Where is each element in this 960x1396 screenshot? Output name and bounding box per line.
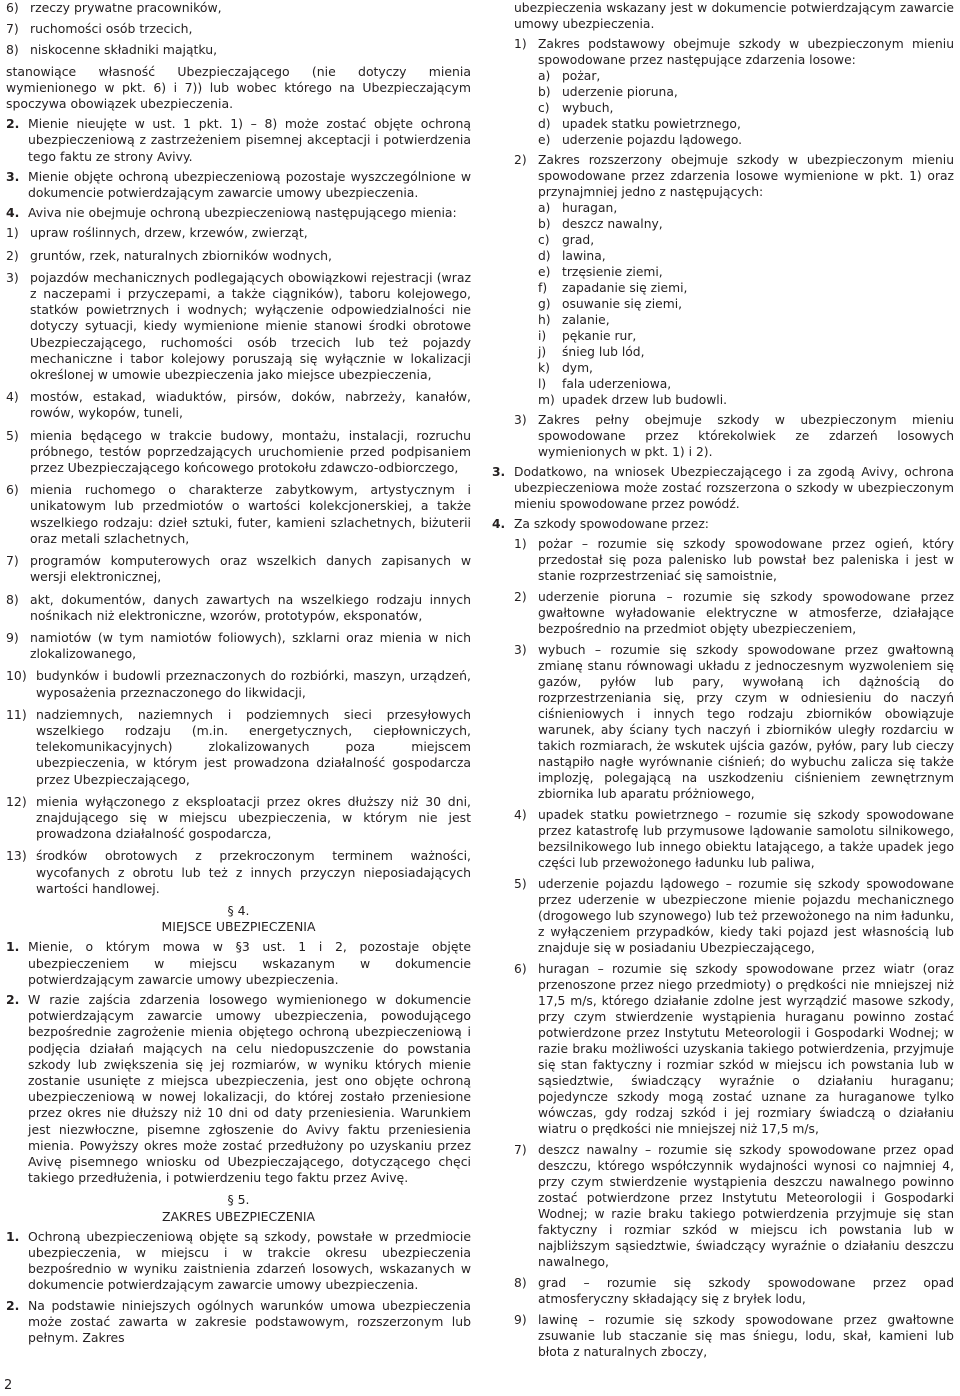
list-item: 7) programów komputerowych oraz wszelkich danych zapisanych w wersji elektronicznej, [6, 553, 471, 585]
left-column [6, 0, 471, 1346]
section-5-title: ZAKRES UBEZPIECZENIA [161, 1208, 316, 1224]
list-item: c) grad, [538, 233, 595, 247]
list-item: d) upadek statku powietrznego, [538, 117, 741, 131]
scope-item-full: 3) Zakres pełny obejmuje szkody w ubezpieczonym mieniu spowodowane przez którekolwiek ze zdarzeń losowych wymienionych w pkt. 1) i 2). [514, 413, 954, 459]
s5-point-3: 3. Dodatkowo, na wniosek Ubezpieczającego i za zgodą Avivy, ochrona ubezpieczeniowa może zostać rozszerzona o szkody w ubezpieczonym mieniu spowodowane przez powódź. [492, 465, 954, 511]
list-item: 8) akt, dokumentów, danych zawartych na wszelkiego rodzaju innych nośnikach niż elektroniczne, wzorów, prototypów, eksponatów, [6, 591, 471, 623]
section-5-number: § 5. [227, 1192, 250, 1208]
excluded-list [6, 225, 471, 897]
list-item: e) trzęsienie ziemi, [538, 265, 663, 279]
list-item: 3) pojazdów mechanicznych podlegających obowiązkowi rejestracji (wraz z naczepami i przyczepami, a także ciągników), taboru kolejowego, statków powietrznych i wodnych; wyłączenie odpowiedzialności nie dotyczy sytuacji, kiedy wymienione mienie stanowi środki obrotowe Ubezpieczającego, ruchomości osób trzecich lub też pojazdy mechaniczne i tabor kolejowy poruszają się wyłącznie w lokalizacji określonej w umowie ubezpieczenia jako miejsce ubezpieczenia, [6, 269, 471, 383]
list-item: 13) środków obrotowych z przekroczonym terminem ważności, wycofanych z obrotu lub też z innych przyczyn nieposiadających wartości handlowej. [6, 848, 471, 896]
s3-point-4: 4. Aviva nie obejmuje ochroną ubezpieczeniową następującego mienia: [6, 205, 457, 221]
list-item: 1) pożar – rozumie się szkody spowodowane przez ogień, który przedostał się poza palenisko lub powstał bez paleniska i jest w stanie rozprzestrzeniać się samoistnie, [514, 537, 954, 583]
right-column [492, 0, 954, 1360]
list-item: 4) mostów, estakad, wiaduktów, pirsów, doków, nabrzeży, kanałów, rowów, wykopów, tuneli, [6, 389, 471, 421]
list-item: 1) upraw roślinnych, drzew, krzewów, zwierząt, [6, 225, 308, 241]
list-item: 5) uderzenie pojazdu lądowego – rozumie się szkody spowodowane przez uderzenie w ubezpieczone mienie pojazdu mechanicznego (drogowego lub szynowego) lub też przewożonego na nim ładunku, z wyłączeniem przypadków, kiedy taki pojazd jest własnością lub znajduje się w posiadaniu Ubezpieczającego, [514, 877, 954, 955]
list-item: d) lawina, [538, 249, 606, 263]
section-4-number: § 4. [227, 902, 250, 918]
list-item: e) uderzenie pojazdu lądowego. [538, 133, 743, 147]
list-item: 9) namiotów (w tym namiotów foliowych), szklarni oraz mienia w nich zlokalizowanego, [6, 629, 471, 662]
list-item: k) dym, [538, 361, 593, 375]
list-item: b) deszcz nawalny, [538, 217, 663, 231]
list-item: 7) ruchomości osób trzecich, [6, 21, 193, 37]
section-5-heading [6, 1192, 471, 1224]
list-item: 8) grad – rozumie się szkody spowodowane przez opad atmosferyczny składający się z bryłek lodu, [514, 1276, 954, 1306]
list-item: 7) deszcz nawalny – rozumie się szkody spowodowane przez opad deszczu, którego współczynnik wydajności wynosi co najmniej 4, przy czym stwierdzenie wystąpienia deszczu nawalnego powinno zostać potwierdzone przez Instytutu Meteorologii i Gospodarki Wodnej; w razie braku takiego potwierdzenia przyjmuje się stan faktyczny i rozmiar szkód w miejscu ich powstania lub w najbliższym sąsiedztwie, świadczący wyraźnie o działaniu deszczu nawalnego, [514, 1143, 954, 1269]
list-item: m) upadek drzew lub budowli. [538, 393, 728, 407]
basic-events-list [538, 68, 954, 148]
extended-events-list [538, 200, 954, 408]
list-item: 4) upadek statku powietrznego – rozumie się szkody spowodowane przez katastrofę lub przymusowe lądowanie samolotu silnikowego, bezsilnikowego lub innego obiektu latającego, a także upadek jego części lub przewożonego ładunku lub paliwa, [514, 808, 954, 870]
list-item: 6) mienia ruchomego o charakterze zabytkowym, artystycznym i unikatowym lub przedmiotów o wartości kolekcjonerskiej, a także wszelkiego rodzaju: dzieł sztuki, futer, kamieni szlachetnych, biżuterii oraz metali szlachetnych, [6, 482, 471, 546]
list-item: 6) rzeczy prywatne pracowników, [6, 0, 222, 15]
left-top-list [6, 0, 471, 59]
scope-item-extended: 2) Zakres rozszerzony obejmuje szkody w ubezpieczonym mieniu spowodowane przez zdarzenia losowe wymienione w pkt. 1) oraz przynajmniej jedno z następujących: a) huragan, b) deszcz nawalny, c) grad, d) lawina, e) trzęsienie ziemi, f) zapadanie się ziemi, g) osuwanie się ziemi, h) zalanie, i) pękanie rur, j) śnieg lub lód, k) dym, l) fala uderzeniowa, m) upadek drzew lub budowli. [514, 153, 954, 407]
list-item: f) zapadanie się ziemi, [538, 281, 688, 295]
s5-point-2-continuation: ubezpieczenia wskazany jest w dokumencie potwierdzającym zawarcie umowy ubezpieczenia. [514, 1, 954, 31]
scope-item-basic: 1) Zakres podstawowy obejmuje szkody w ubezpieczonym mieniu spowodowane przez następujące zdarzenia losowe: a) pożar, b) uderzenie pioruna, c) wybuch, d) upadek statku powietrznego, e) uderzenie pojazdu lądowego. [514, 37, 954, 147]
list-item: l) fala uderzeniowa, [538, 377, 672, 391]
list-item: i) pękanie rur, [538, 329, 637, 343]
list-item: 3) wybuch – rozumie się szkody spowodowane przez gwałtowną zmianę stanu równowagi układu z jednoczesnym wyzwoleniem się gazów, pyłów lub pary, wywołaną ich dążnością do rozprzestrzeniania się, przy czym w odniesieniu do naczyń ciśnieniowych i innych tego rodzaju zbiorników obowiązuje warunek, aby ściany tych naczyń i zbiorników uległy rozdarciu w takich rozmiarach, że wskutek ujścia gazów, pyłów, pary lub cieczy nastąpiło nagłe wyrównanie ciśnień; do wybuchu zalicza się także implozję, polegającą na uszkodzeniu ciśnieniem zewnętrznym zbiornika lub aparatu próżniowego, [514, 643, 954, 801]
list-item: 12) mienia wyłączonego z eksploatacji przez okres dłuższy niż 30 dni, znajdującego się w miejscu ubezpieczenia, w którym nie jest prowadzona działalność gospodarcza, [6, 793, 471, 842]
list-item: 10) budynków i budowli przeznaczonych do rozbiórki, maszyn, urządzeń, wyposażenia przeznaczonego do likwidacji, [6, 668, 471, 700]
definitions-list [492, 536, 954, 1360]
list-item: a) huragan, [538, 201, 618, 215]
list-item: 2) uderzenie pioruna – rozumie się szkody spowodowane przez gwałtowne wyładowanie elektryczne w atmosferze, działające bezpośrednio na przedmiot objęty ubezpieczeniem, [514, 590, 954, 636]
list-item: a) pożar, [538, 69, 601, 83]
page-number: 2 [4, 1378, 13, 1393]
section-4-title: MIEJSCE UBEZPIECZENIA [161, 919, 316, 935]
section-4-heading [6, 903, 471, 935]
list-item: h) zalanie, [538, 313, 610, 327]
list-item: b) uderzenie pioruna, [538, 85, 678, 99]
intro-continuation: stanowiące własność Ubezpieczającego (nie dotyczy mienia wymienionego w pkt. 6) i 7)) lub wobec którego na Ubezpieczającym spoczywa obowiązek ubezpieczenia. [6, 63, 471, 112]
list-item: g) osuwanie się ziemi, [538, 297, 683, 311]
list-item: 11) nadziemnych, naziemnych i podziemnych sieci przesyłowych wszelkiego rodzaju (m.in. energetycznych, ciepłowniczych, telekomunikacyjnych) zlokalizowanych poza miejscem ubezpieczenia, w którym jest prowadzona działalność gospodarcza przez Ubezpieczającego, [6, 706, 471, 787]
s5-point-4: 4. Za szkody spowodowane przez: [492, 517, 709, 531]
s5-point-1: 1. Ochroną ubezpieczeniową objęte są szkody, powstałe w przedmiocie ubezpieczenia, w miejscu i w trakcie okresu ubezpieczenia bezpośrednio w wyniku zaistnienia zdarzeń losowych, wskazanych w dokumencie potwierdzającym zawarcie umowy ubezpieczenia. [6, 1228, 471, 1293]
s5-point-2: 2. Na podstawie niniejszych ogólnych warunków umowa ubezpieczenia może zostać zawarta w zakresie podstawowym, rozszerzonym lub pełnym. Zakres [6, 1297, 471, 1346]
s4-point-2: 2. W razie zajścia zdarzenia losowego wymienionego w dokumencie potwierdzającym zawarcie umowy ubezpieczenia, powodującego bezpośrednie zagrożenie mienia objętego ochroną ubezpieczeniową i podjęcia działań mających na celu niedopuszczenie do powstania szkody lub zwiększenia się jej rozmiarów, w wyniku których mienie zostanie usunięte z miejsca ubezpieczenia, jest ono objęte ochroną ubezpieczeniową w nowej lokalizacji, do której zostało przeniesione przez okres nie dłuższy niż 10 dni od daty przeniesienia. Warunkiem jest niezwłoczne, pisemne zgłoszenie do Avivy faktu przeniesienia mienia. Powyższy okres może zostać przedłużony po uzyskaniu przez Avivę pisemnego wniosku od Ubezpieczającego, dotyczącego chęci takiego przedłużenia, i potwierdzeniu tego faktu przez Avivę. [6, 991, 471, 1186]
s3-point-2: 2. Mienie nieujęte w ust. 1 pkt. 1) – 8) może zostać objęte ochroną ubezpieczeniową z zastrzeżeniem pisemnej akceptacji i potwierdzenia tego faktu ze strony Avivy. [6, 116, 471, 164]
s3-point-3: 3. Mienie objęte ochroną ubezpieczeniową pozostaje wyszczególnione w dokumencie potwierdzającym zawarcie umowy ubezpieczenia. [6, 168, 471, 201]
scope-list [492, 36, 954, 460]
list-item: 9) lawinę – rozumie się szkody spowodowane przez gwałtowne zsuwanie lub staczanie się mas śniegu, lodu, skał, kamieni lub błota z naturalnych zboczy, [514, 1313, 954, 1359]
list-item: 5) mienia będącego w trakcie budowy, montażu, instalacji, rozruchu próbnego, testów poprzedzających uruchomienie przed podpisaniem przez Ubezpieczającego końcowego protokołu zdawczo-odbiorczego, [6, 427, 471, 476]
list-item: 8) niskocenne składniki majątku, [6, 42, 218, 58]
list-item: 6) huragan – rozumie się szkody spowodowane przez wiatr (oraz przenoszone przez niego przedmioty) o prędkości nie mniejszej niż 17,5 m/s, którego działanie zdolne jest wyrządzić masowe szkody, przy czym stwierdzenie wystąpienia huraganu powinno zostać potwierdzone przez Instytutu Meteorologii i Gospodarki Wodnej; w razie braku możliwości uzyskania takiego potwierdzenia, przyjmuje się stan faktyczny i rozmiar szkód w miejscu ich powstania lub w sąsiedztwie, świadczący wyraźnie o działaniu huraganu; pojedyncze szkody mogą zostać uznane za huraganowe tylko wówczas, gdy rodzaj szkód i jej rozmiary świadczą o działaniu wiatru o prędkości nie mniejszej niż 17,5 m/s, [514, 962, 954, 1136]
list-item: 2) gruntów, rzek, naturalnych zbiorników wodnych, [6, 247, 332, 263]
list-item: c) wybuch, [538, 101, 614, 115]
list-item: j) śnieg lub lód, [538, 345, 645, 359]
s4-point-1: 1. Mienie, o którym mowa w §3 ust. 1 i 2, pozostaje objęte ubezpieczeniem w miejscu wskazanym w dokumencie potwierdzającym zawarcie umowy ubezpieczenia. [6, 939, 471, 987]
